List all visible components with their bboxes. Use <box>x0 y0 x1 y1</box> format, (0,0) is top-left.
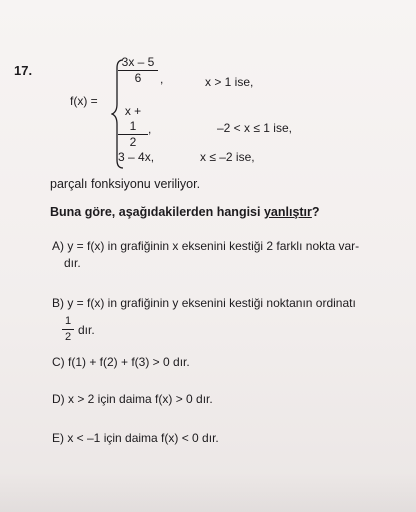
option-b-line2: dır. <box>78 323 95 337</box>
prompt-question-mark: ? <box>311 205 320 219</box>
case2-numerator: x + 1 <box>118 104 148 135</box>
option-a-line2: dır. <box>64 256 81 270</box>
case1-fraction <box>118 55 158 86</box>
question-prompt <box>50 205 320 219</box>
case2-condition: –2 < x ≤ 1 ise, <box>217 121 292 135</box>
option-b-fraction <box>62 314 74 345</box>
case2-fraction <box>118 104 148 150</box>
function-label: f(x) = <box>70 94 98 108</box>
option-b-fraction-numerator: 1 <box>62 314 74 330</box>
question-intro: parçalı fonksiyonu veriliyor. <box>50 177 201 191</box>
case2-denominator: 2 <box>129 135 137 149</box>
option-e: E) x < –1 için daima f(x) < 0 dır. <box>52 431 219 445</box>
prompt-text: Buna göre, aşağıdakilerden hangisi <box>50 205 264 219</box>
case1-comma: , <box>160 72 164 86</box>
question-number: 17. <box>14 63 33 78</box>
case1-denominator: 6 <box>134 71 142 85</box>
option-a-line1: A) y = f(x) in grafiğinin x eksenini kestiği 2 farklı nokta var- <box>52 239 360 253</box>
option-d: D) x > 2 için daima f(x) > 0 dır. <box>52 392 213 406</box>
option-b-line1: B) y = f(x) in grafiğinin y eksenini kestiği noktanın ordinatı <box>52 296 356 310</box>
case3-expression: 3 – 4x, <box>118 150 155 164</box>
option-b-fraction-denominator: 2 <box>64 331 72 343</box>
prompt-underlined-word: yanlıştır <box>263 205 312 219</box>
option-c: C) f(1) + f(2) + f(3) > 0 dır. <box>52 355 190 369</box>
case1-numerator: 3x – 5 <box>118 55 158 71</box>
case2-comma: , <box>148 122 152 136</box>
case3-condition: x ≤ –2 ise, <box>200 150 255 164</box>
page-shadow <box>0 472 416 512</box>
case1-condition: x > 1 ise, <box>205 75 254 89</box>
